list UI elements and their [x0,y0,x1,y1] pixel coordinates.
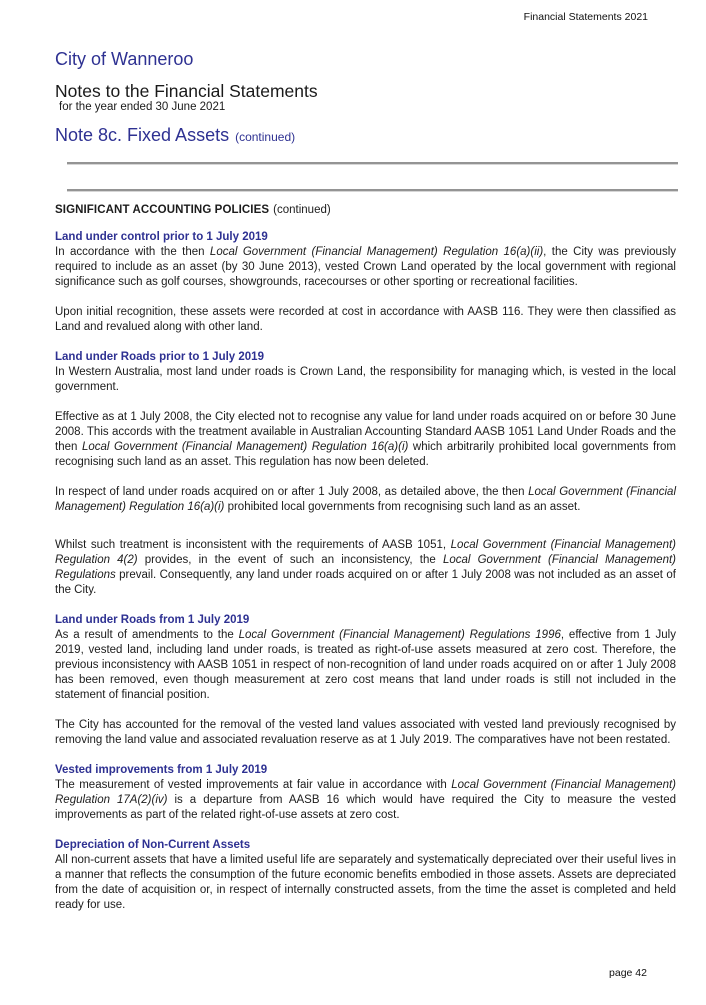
policy-paragraph [55,628,676,703]
policy-paragraph [55,485,676,515]
text-run: All non-current assets that have a limited useful life are separately and systematically depreciated over their useful lives in a manner that reflects the consumption of the future economic benefits embodied in those assets. Assets are depreciated from the date of acquisition or, in respect of internally constructed assets, from the time the asset is completed and held ready for use. [55,854,676,911]
doc-subtitle: for the year ended 30 June 2021 [59,101,226,113]
text-run: which arbitrarily prohibited local governments from recognising such land as an asset. This regulation has now been deleted. [55,441,676,468]
text-run: In accordance with the then [55,246,210,258]
text-run: Whilst such treatment is inconsistent with the requirements of AASB 1051, [55,539,451,551]
text-run: Effective as at 1 July 2008, the City elected not to recognise any value for land under roads acquired on or before 30 June 2008. This accords with the treatment available in Australian Accounting Standard AASB 1051 Land Under Roads and the then [55,411,676,453]
text-run: provides, in the event of such an inconsistency, the [137,554,443,566]
note-title-suffix: (continued) [235,130,296,144]
text-run: The City has accounted for the removal of the vested land values associated with vested land previously recognised by removing the land value and associated revaluation reserve as at 1 July 2019. The comparatives have not been restated. [55,719,676,746]
policy-heading [55,350,676,365]
regulation-reference: Local Government (Financial Management) Regulations 1996 [238,629,561,641]
note-title [55,125,295,146]
policy-paragraph [55,853,676,913]
text-run: prohibited local governments from recognising such land as an asset. [224,501,581,513]
regulation-reference: Local Government (Financial Management) Regulation 16(a)(i) [55,486,676,513]
policy-heading [55,613,676,628]
text-run: Vested improvements from 1 July 2019 [55,764,268,776]
text-run: As a result of amendments to the [55,629,239,641]
policy-paragraph [55,410,676,470]
policy-paragraph [55,778,676,823]
header-doc-label: Financial Statements 2021 [523,11,648,23]
policy-paragraph [55,718,676,748]
divider-top [67,162,678,164]
text-run: Land under Roads prior to 1 July 2019 [55,351,264,363]
section-heading-text: SIGNIFICANT ACCOUNTING POLICIES [55,204,270,216]
policy-blocks [55,230,676,913]
text-run: The measurement of vested improvements at fair value in accordance with [55,779,452,791]
policy-heading [55,763,676,778]
policies-content [55,204,676,928]
divider-bottom [67,189,678,191]
text-run: Upon initial recognition, these assets were recorded at cost in accordance with AASB 116. They were then classified as Land and revalued along with other land. [55,306,676,333]
policy-paragraph [55,530,676,598]
policy-paragraph [55,365,676,395]
regulation-reference: Local Government (Financial Management) Regulation 16(a)(ii) [209,246,544,258]
policy-heading [55,838,676,853]
regulation-reference: Local Government (Financial Management) Regulation 17A(2)(iv) [55,779,676,806]
text-run: In Western Australia, most land under roads is Crown Land, the responsibility for managing which, is vested in the local government. [55,366,676,393]
regulation-reference: Local Government (Financial Management) Regulation 16(a)(i) [81,441,409,453]
policy-paragraph [55,245,676,290]
text-run: , effective from 1 July 2019, vested land, including land under roads, is treated as right-of-use assets measured at zero cost. Therefore, the previous inconsistency with AASB 1051 in respect of non-recognition of land under roads acquired on or after 1 July 2008 has been removed, even though measurement at zero cost means that land under roads is still not included in the statement of financial position. [55,629,676,701]
text-run: In respect of land under roads acquired on or after 1 July 2008, as detailed above, the then [55,486,529,498]
regulation-reference: Local Government (Financial Management) Regulations [55,554,676,581]
text-run: prevail. Consequently, any land under roads acquired on or after 1 July 2008 was not included as an asset of the City. [55,569,676,596]
regulation-reference: Local Government (Financial Management) Regulation 4(2) [55,539,676,566]
text-run: Land under control prior to 1 July 2019 [55,231,268,243]
org-title: City of Wanneroo [55,49,194,69]
text-run: is a departure from AASB 16 which would have required the City to measure the vested improvements as part of the related right-of-use assets at zero cost. [55,794,676,821]
note-title-text: Note 8c. Fixed Assets [55,125,230,145]
doc-title: Notes to the Financial Statements [55,81,318,101]
text-run: Depreciation of Non-Current Assets [55,839,251,851]
section-heading [55,204,676,216]
policy-paragraph [55,305,676,335]
page-number: page 42 [609,967,647,979]
text-run: , the City was previously required to include as an asset (by 30 June 2013), vested Crown Land operated by the local government with regional significance such as golf courses, showgrounds, racecourses or other sporting or recreational facilities. [55,246,677,288]
section-heading-suffix: (continued) [273,204,331,216]
policy-heading [55,230,676,245]
text-run: Land under Roads from 1 July 2019 [55,614,250,626]
